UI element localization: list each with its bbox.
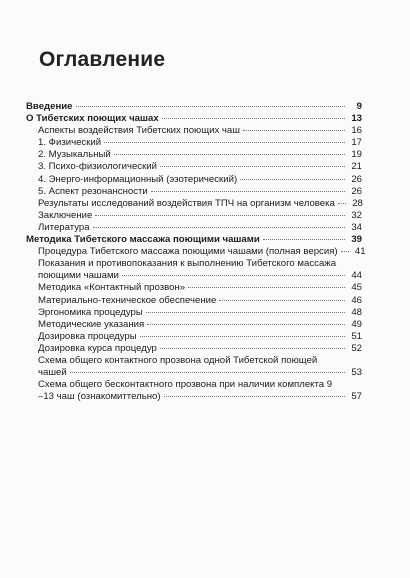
toc-entry-title: Аспекты воздействия Тибетских поющих чаш <box>38 125 240 137</box>
toc-page-number: 49 <box>351 318 362 330</box>
toc-chapter-entry[interactable] <box>26 113 362 125</box>
toc-page-number: 53 <box>351 367 362 379</box>
dot-leader <box>93 227 345 228</box>
dot-leader <box>160 166 345 167</box>
toc-section-entry[interactable] <box>26 161 362 173</box>
toc-entry-title-line: Показания и противопоказания к выполнению Тибетского массажа <box>38 258 337 270</box>
toc-page-number: 39 <box>351 234 362 246</box>
toc-entry-title: Введение <box>26 101 73 112</box>
toc-page-number: 44 <box>351 270 362 282</box>
toc-entry-title: О Тибетских поющих чашах <box>26 113 159 125</box>
dot-leader <box>164 396 345 397</box>
toc-section-entry[interactable] <box>26 379 362 403</box>
toc-chapter-entry[interactable] <box>26 234 362 246</box>
dot-leader <box>243 130 345 131</box>
toc-entry-title: Методика «Контактный прозвон» <box>38 282 186 294</box>
toc-section-entry[interactable] <box>26 307 362 319</box>
toc-section-entry[interactable] <box>26 319 362 331</box>
toc-page-number: 52 <box>351 342 362 354</box>
dot-leader <box>338 203 346 204</box>
dot-leader <box>147 324 345 325</box>
toc-page-number: 51 <box>351 330 362 342</box>
toc-section-entry[interactable] <box>26 137 362 149</box>
table-of-contents <box>26 101 366 403</box>
toc-page-number: 34 <box>351 221 362 233</box>
toc-section-entry[interactable] <box>26 222 362 234</box>
toc-page-number: 26 <box>351 173 362 185</box>
dot-leader <box>219 300 345 301</box>
toc-entry-title-continuation <box>38 391 362 403</box>
dot-leader <box>114 154 345 155</box>
dot-leader <box>263 239 345 240</box>
toc-entry-title: Дозировка курса процедур <box>38 342 157 354</box>
toc-entry-title: Методические указания <box>38 318 145 330</box>
toc-page-number: 9 <box>356 101 362 112</box>
toc-entry-title-continuation <box>38 367 362 379</box>
toc-page-number: 19 <box>351 149 362 161</box>
toc-entry-title: 2. Музыкальный <box>38 149 111 161</box>
toc-chapter-entry[interactable] <box>26 101 362 113</box>
toc-entry-title: поющими чашами <box>38 270 119 282</box>
dot-leader <box>122 275 345 276</box>
toc-page-number: 17 <box>351 137 362 149</box>
dot-leader <box>240 179 345 180</box>
toc-page-number: 21 <box>351 161 362 173</box>
toc-page-number: 32 <box>351 209 362 221</box>
toc-entry-title: 1. Физический <box>38 137 102 149</box>
dot-leader <box>95 215 345 216</box>
dot-leader <box>70 372 345 373</box>
toc-entry-title: чашей <box>38 367 67 379</box>
toc-entry-title: Процедура Тибетского массажа поющими чашами (полная версия) <box>38 246 338 258</box>
toc-entry-title-line: Схема общего контактного прозвона одной Тибетской поющей <box>38 354 318 366</box>
toc-entry-title: Дозировка процедуры <box>38 330 137 342</box>
toc-entry-title: 3. Психо-физиологический <box>38 161 158 173</box>
toc-page-number: 16 <box>351 125 362 137</box>
toc-section-entry[interactable] <box>26 125 362 137</box>
toc-section-entry[interactable] <box>26 246 366 258</box>
dot-leader <box>146 312 345 313</box>
toc-section-entry[interactable] <box>26 343 362 355</box>
toc-page-number: 57 <box>351 391 362 403</box>
toc-section-entry[interactable] <box>26 198 362 210</box>
toc-entry-title: Методика Тибетского массажа поющими чашами <box>26 234 260 246</box>
toc-section-entry[interactable] <box>26 282 362 294</box>
toc-page-number: 26 <box>351 185 362 197</box>
toc-entry-title: Литература <box>38 221 90 233</box>
toc-section-entry[interactable] <box>26 186 362 198</box>
toc-section-entry[interactable] <box>26 355 362 379</box>
toc-entry-title: Материально-техническое обеспечение <box>38 294 217 306</box>
toc-entry-title-continuation <box>38 270 362 282</box>
toc-section-entry[interactable] <box>26 331 362 343</box>
toc-section-entry[interactable] <box>26 149 362 161</box>
toc-section-entry[interactable] <box>26 174 362 186</box>
dot-leader <box>104 142 345 143</box>
dot-leader <box>341 251 349 252</box>
toc-entry-title: 5. Аспект резонансности <box>38 185 148 197</box>
toc-page-number: 41 <box>354 246 366 258</box>
dot-leader <box>140 336 345 337</box>
dot-leader <box>76 106 346 107</box>
toc-section-entry[interactable] <box>26 210 362 222</box>
toc-entry-title: 4. Энерго-информационный (эзотерический) <box>38 173 238 185</box>
toc-entry-title: –13 чаш (ознакомиттельно) <box>38 391 161 403</box>
dot-leader <box>188 287 345 288</box>
toc-page-number: 48 <box>351 306 362 318</box>
toc-entry-title: Результаты исследований воздействия ТПЧ на организм человека <box>38 197 335 209</box>
dot-leader <box>151 191 345 192</box>
toc-entry-title-line: Схема общего бесконтактного прозвона при наличии комплекта 9 <box>38 379 333 391</box>
toc-entry-title: Заключение <box>38 209 93 221</box>
toc-page-number: 46 <box>351 294 362 306</box>
dot-leader <box>162 118 345 119</box>
toc-page-number: 28 <box>352 197 363 209</box>
page-title: Оглавление <box>39 48 166 71</box>
toc-entry-title: Эргономика процедуры <box>38 306 143 318</box>
toc-page-number: 45 <box>351 282 362 294</box>
toc-page-number: 13 <box>351 113 362 125</box>
toc-section-entry[interactable] <box>26 295 362 307</box>
toc-section-entry[interactable] <box>26 258 362 282</box>
dot-leader <box>160 348 345 349</box>
